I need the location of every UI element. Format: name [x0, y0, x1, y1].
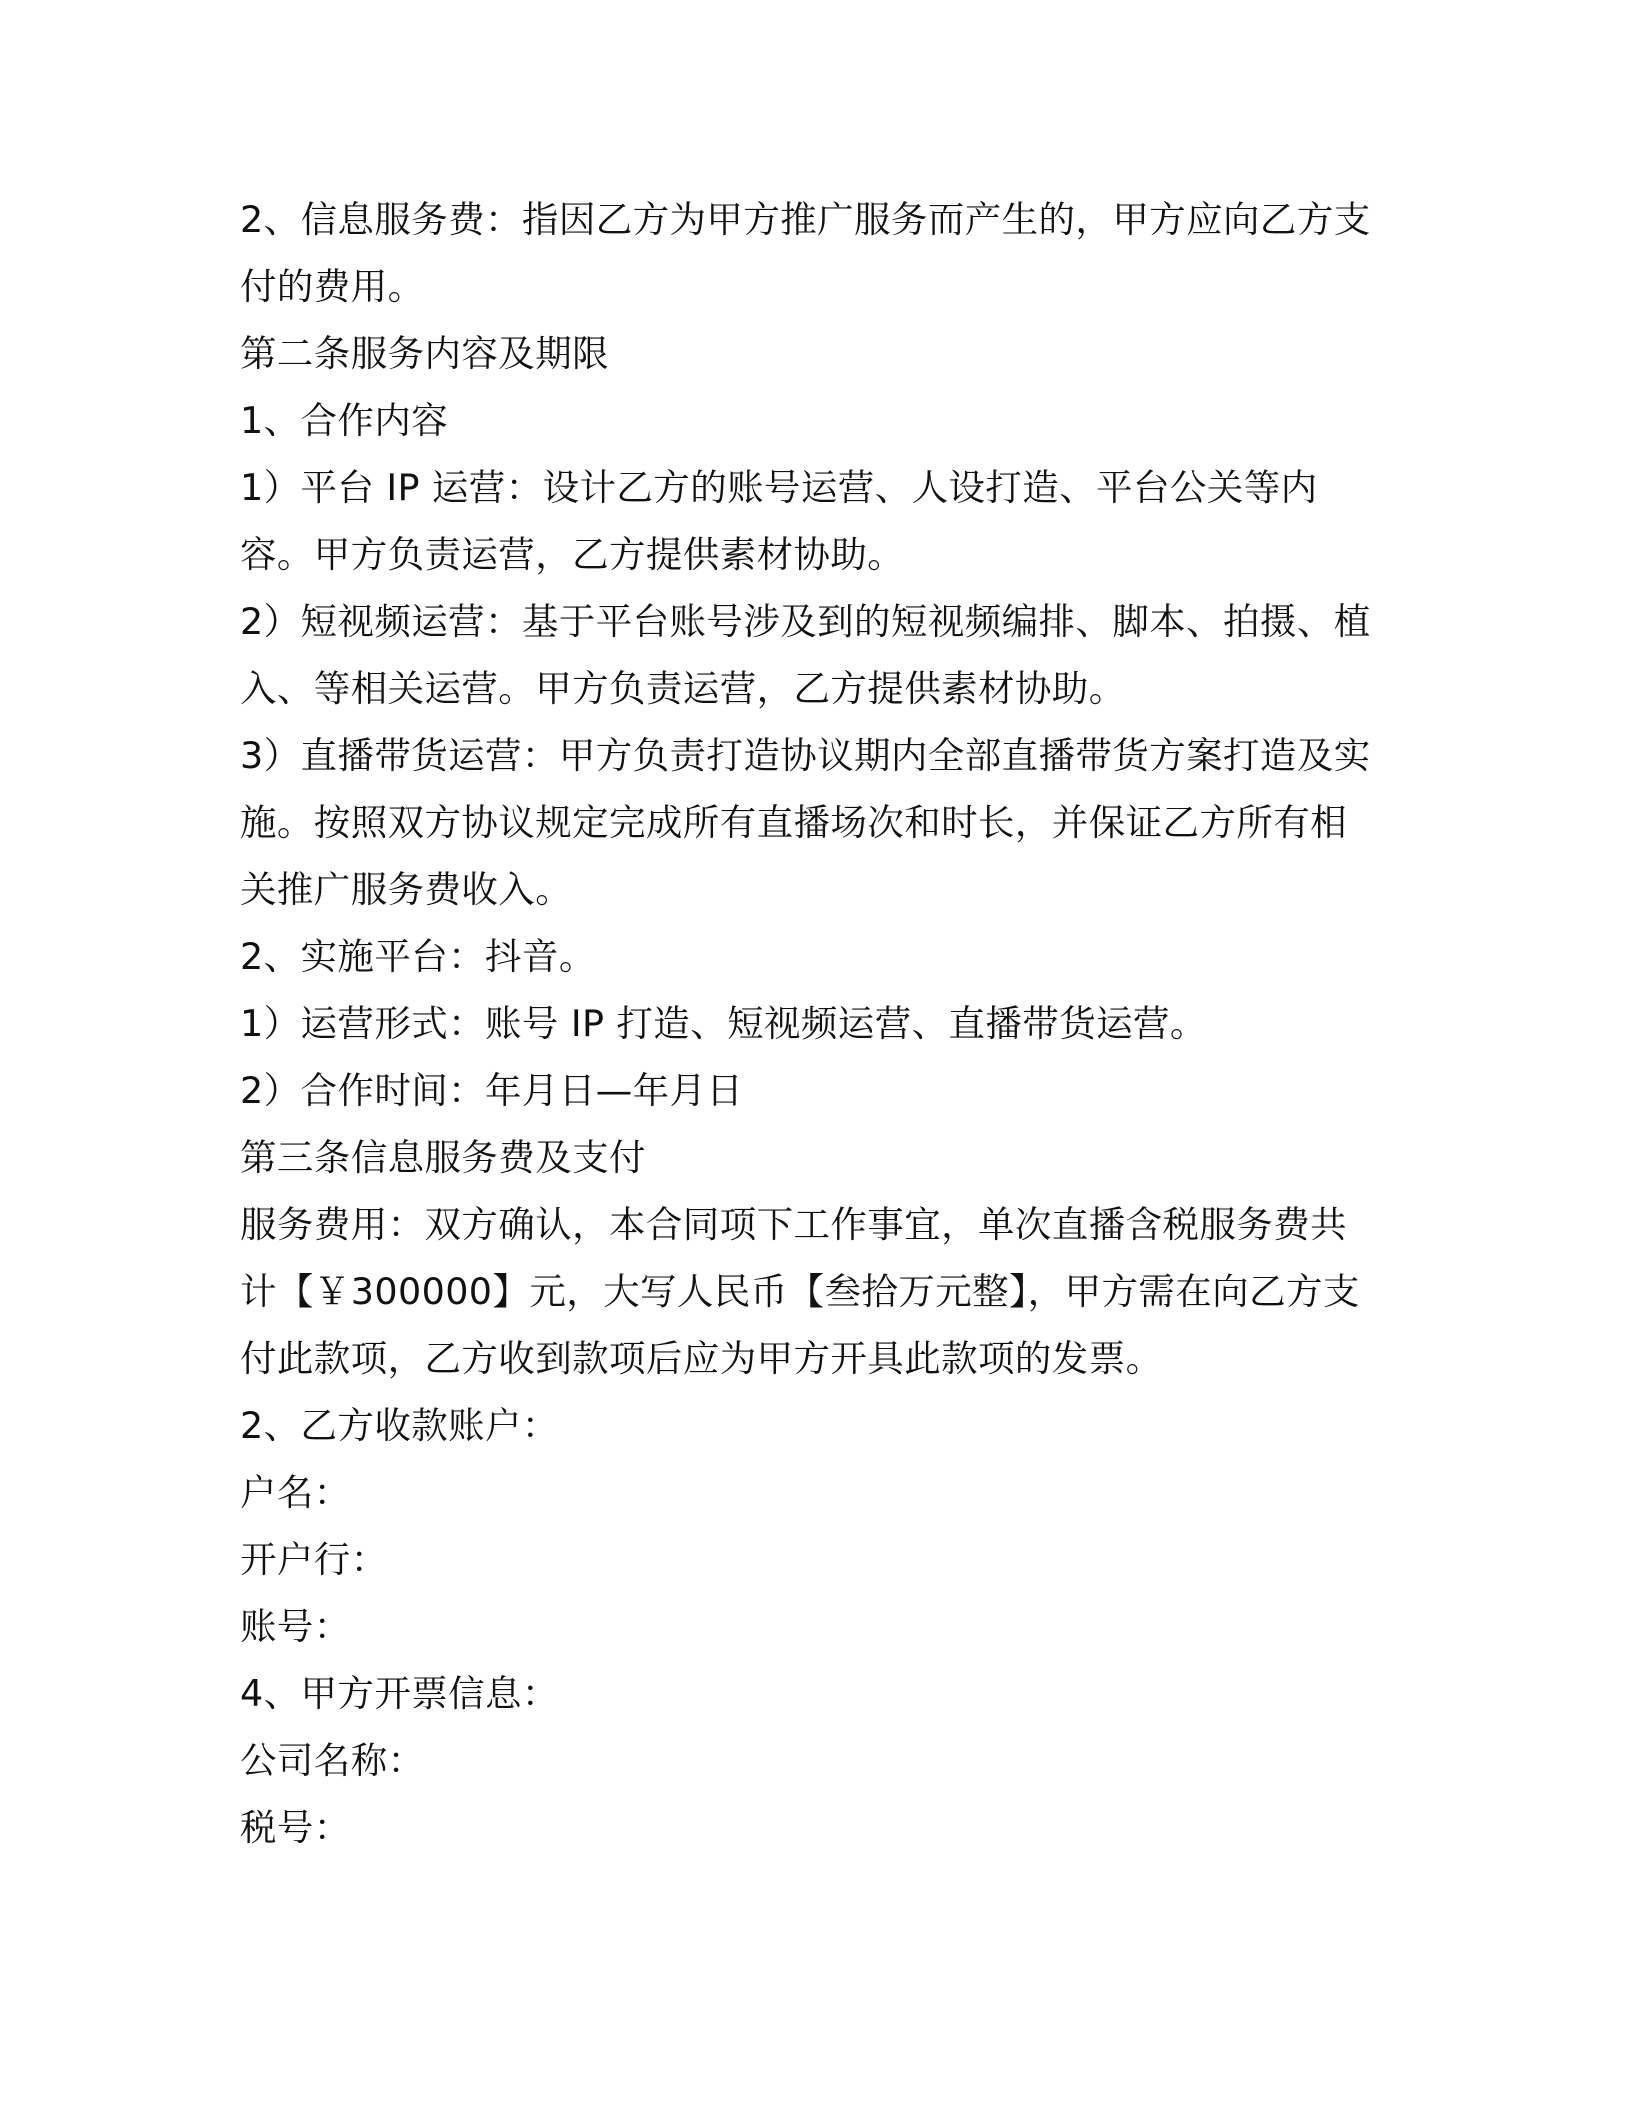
text-line: 3）直播带货运营：甲方负责打造协议期内全部直播带货方案打造及实	[240, 734, 1371, 777]
text-line: 入、等相关运营。甲方负责运营，乙方提供素材协助。	[240, 667, 1126, 710]
text-line: 施。按照双方协议规定完成所有直播场次和时长，并保证乙方所有相	[240, 801, 1347, 844]
text-line: 计【￥300000】元，大写人民币【叁拾万元整】，甲方需在向乙方支	[240, 1270, 1360, 1313]
text-line: 2）短视频运营：基于平台账号涉及到的短视频编排、脚本、拍摄、植	[240, 600, 1371, 643]
text-line: 2、乙方收款账户：	[240, 1404, 559, 1447]
field-label: 户名：	[240, 1471, 351, 1514]
text-line: 付的费用。	[240, 265, 425, 308]
text-line: 2、信息服务费：指因乙方为甲方推广服务而产生的，甲方应向乙方支	[240, 198, 1371, 241]
text-line: 付此款项，乙方收到款项后应为甲方开具此款项的发票。	[240, 1337, 1163, 1380]
text-line: 1、合作内容	[240, 399, 449, 442]
document-page	[240, 186, 1390, 1861]
text-line: 2、实施平台：抖音。	[240, 935, 596, 978]
text-line: 服务费用：双方确认，本合同项下工作事宜，单次直播含税服务费共	[240, 1203, 1347, 1246]
field-label: 公司名称：	[240, 1739, 425, 1782]
text-line: 2）合作时间：年月日—年月日	[240, 1069, 744, 1112]
text-line: 容。甲方负责运营，乙方提供素材协助。	[240, 533, 905, 576]
text-line: 1）平台 IP 运营：设计乙方的账号运营、人设打造、平台公关等内	[240, 466, 1318, 509]
text-line: 4、甲方开票信息：	[240, 1672, 559, 1715]
field-label: 税号：	[240, 1806, 351, 1849]
text-line: 1）运营形式：账号 IP 打造、短视频运营、直播带货运营。	[240, 1002, 1207, 1045]
text-line: 关推广服务费收入。	[240, 868, 573, 911]
field-label: 开户行：	[240, 1538, 388, 1581]
field-label: 账号：	[240, 1605, 351, 1648]
section-heading: 第二条服务内容及期限	[240, 332, 609, 375]
section-heading: 第三条信息服务费及支付	[240, 1136, 646, 1179]
